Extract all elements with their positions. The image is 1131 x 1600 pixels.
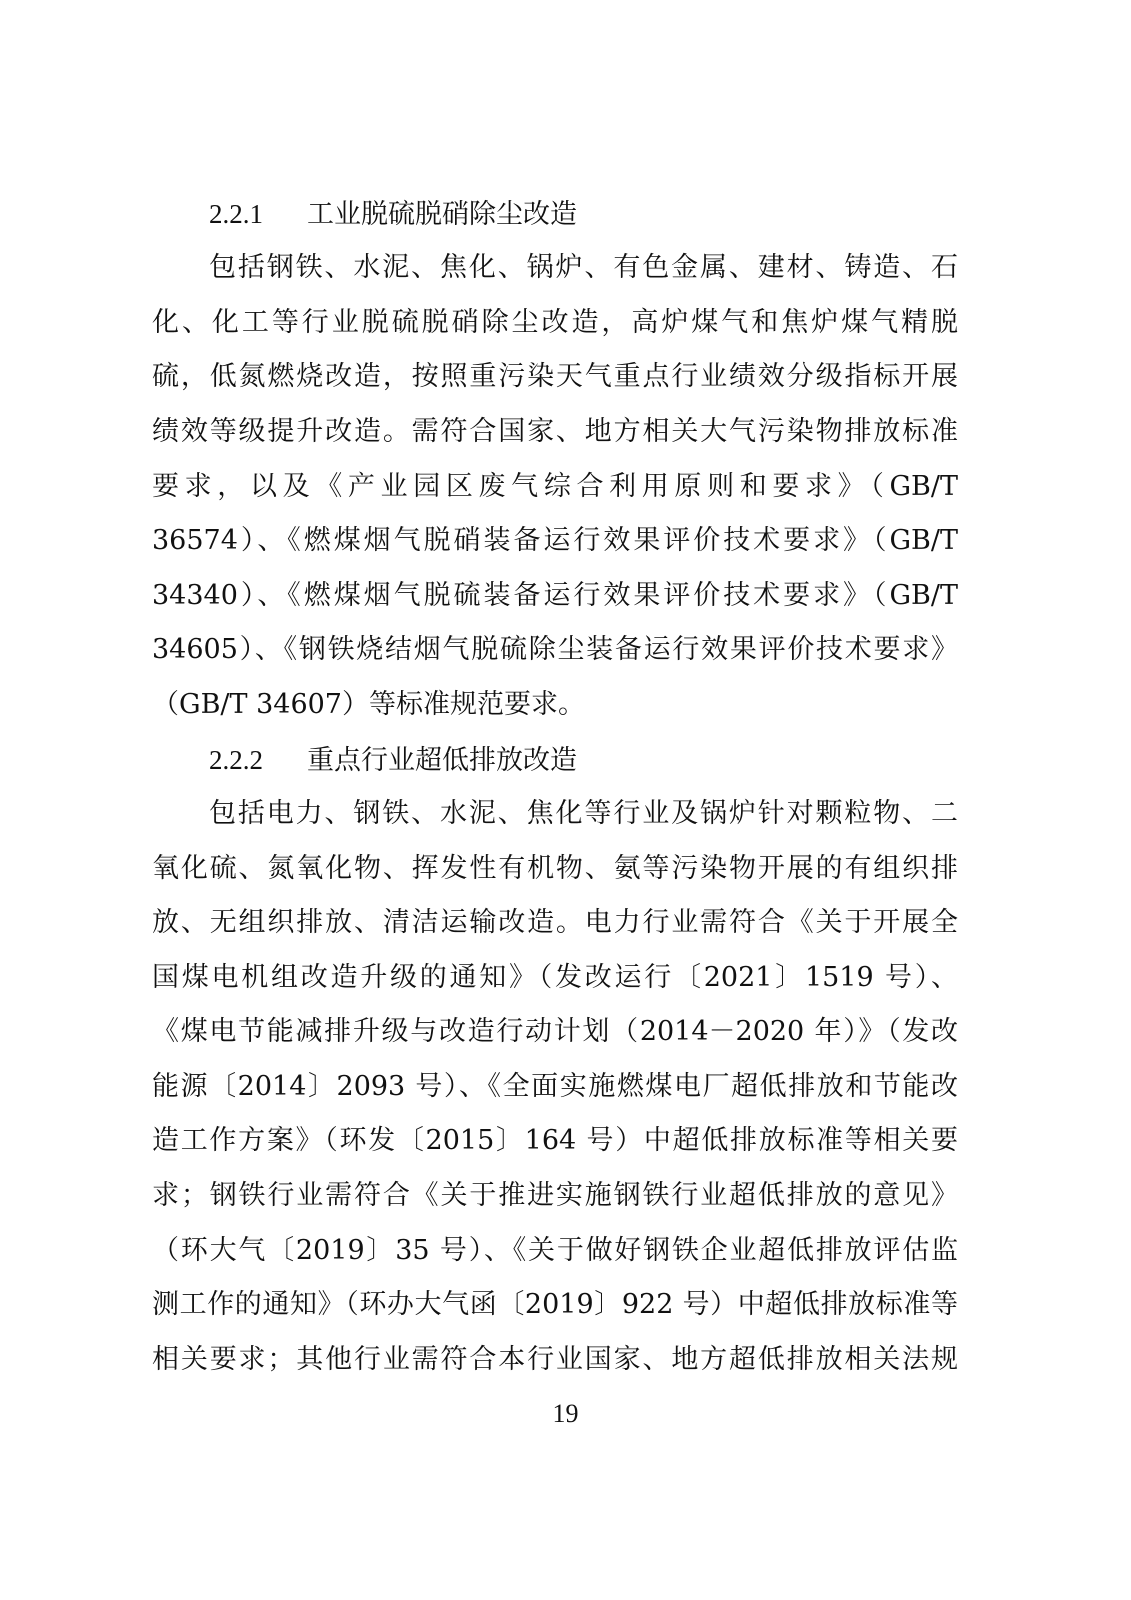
paragraph-line: 34340）、《燃煤烟气脱硫装备运行效果评价技术要求》（GB/T (152, 580, 958, 611)
section-heading-2-2-1 (209, 194, 577, 234)
section-heading-2-2-2 (209, 740, 577, 780)
paragraph-line: 氧化硫、氮氧化物、挥发性有机物、氨等污染物开展的有组织排 (152, 853, 958, 884)
paragraph-line: （环大气〔2019〕35 号）、《关于做好钢铁企业超低排放评估监 (152, 1235, 958, 1266)
paragraph-line: （GB/T 34607）等标准规范要求。 (152, 689, 585, 720)
paragraph-line: 硫，低氮燃烧改造，按照重污染天气重点行业绩效分级指标开展 (152, 361, 958, 392)
paragraph-line: 造工作方案》（环发〔2015〕164 号）中超低排放标准等相关要 (152, 1125, 958, 1156)
paragraph-line: 测工作的通知》（环办大气函〔2019〕922 号）中超低排放标准等 (152, 1289, 958, 1320)
paragraph-line: 相关要求；其他行业需符合本行业国家、地方超低排放相关法规 (152, 1344, 958, 1375)
paragraph-line: 化、化工等行业脱硫脱硝除尘改造，高炉煤气和焦炉煤气精脱 (152, 307, 958, 338)
section-number: 2.2.1 (209, 199, 263, 229)
section-number: 2.2.2 (209, 745, 263, 775)
paragraph-line: 包括电力、钢铁、水泥、焦化等行业及锅炉针对颗粒物、二 (209, 798, 958, 829)
paragraph-line: 求；钢铁行业需符合《关于推进实施钢铁行业超低排放的意见》 (152, 1180, 958, 1211)
paragraph-line: 34605）、《钢铁烧结烟气脱硫除尘装备运行效果评价技术要求》 (152, 634, 958, 665)
paragraph-line: 包括钢铁、水泥、焦化、锅炉、有色金属、建材、铸造、石 (209, 252, 958, 283)
paragraph-line: 国煤电机组改造升级的通知》（发改运行〔2021〕1519 号）、 (152, 962, 958, 993)
page-number: 19 (552, 1399, 579, 1428)
paragraph-line: 36574）、《燃煤烟气脱硝装备运行效果评价技术要求》（GB/T (152, 525, 958, 556)
paragraph-line: 能源〔2014〕2093 号）、《全面实施燃煤电厂超低排放和节能改 (152, 1071, 958, 1102)
paragraph-line: 绩效等级提升改造。需符合国家、地方相关大气污染物排放标准 (152, 416, 958, 447)
paragraph-line: 《煤电节能减排升级与改造行动计划（2014－2020 年）》（发改 (152, 1016, 958, 1047)
paragraph-line: 放、无组织排放、清洁运输改造。电力行业需符合《关于开展全 (152, 907, 958, 938)
paragraph-line: 要求，以及《产业园区废气综合利用原则和要求》（GB/T (152, 471, 958, 502)
section-title: 重点行业超低排放改造 (307, 745, 577, 776)
section-title: 工业脱硫脱硝除尘改造 (307, 199, 577, 230)
